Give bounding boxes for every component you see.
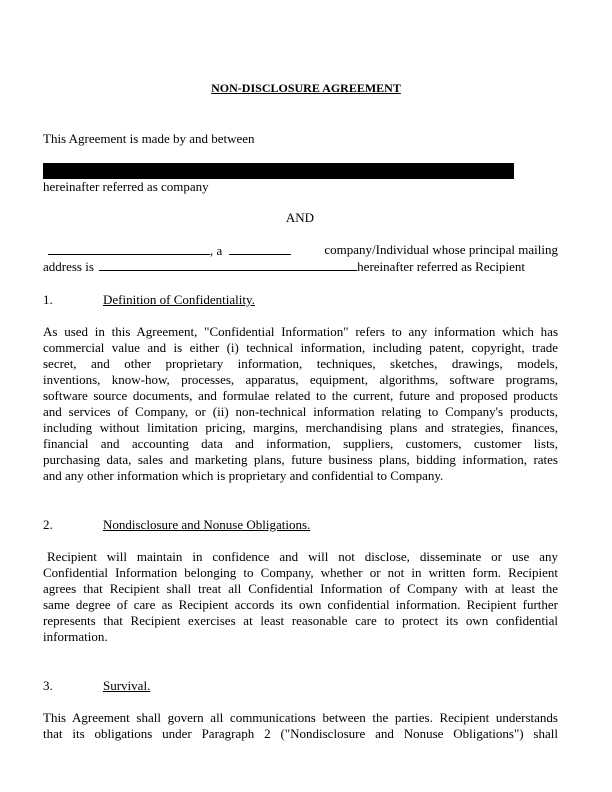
section-number: 3. [43, 678, 53, 693]
paragraph-line: and any other information which is proprietary and confidential to Company. [43, 468, 444, 483]
section-heading: Definition of Confidentiality. [103, 292, 255, 307]
address-blank[interactable] [99, 258, 357, 271]
paragraph-line: same degree of care as Recipient accords its own confidential information. Recipient further [43, 597, 558, 612]
paragraph-line: software source documents, and formulae related to the current, future and proposed products [43, 388, 558, 403]
recipient-reference: hereinafter referred as Recipient [357, 259, 525, 274]
recipient-name-blank[interactable] [48, 242, 210, 255]
paragraph-line: purchasing data, sales and marketing plans, future business plans, bidding information, rates [43, 452, 558, 467]
address-label: address is [43, 259, 94, 274]
paragraph-line: Confidential Information belonging to Company, whether or not in written form. Recipient [43, 565, 558, 580]
section-heading: Nondisclosure and Nonuse Obligations. [103, 517, 311, 532]
company-reference: hereinafter referred as company [43, 179, 209, 194]
paragraph-line: represents that Recipient exercises at least reasonable care to protect its own confidential [43, 613, 558, 628]
paragraph-line: financial and accounting data and information, suppliers, customers, customer lists, [43, 436, 558, 451]
recipient-type-text: company/Individual whose principal mailing [324, 242, 558, 257]
document-title: NON-DISCLOSURE AGREEMENT [211, 81, 401, 95]
paragraph-line: secret, and other proprietary information, techniques, sketches, drawings, models, [43, 356, 558, 371]
redacted-company-name [43, 163, 514, 179]
section-number: 1. [43, 292, 53, 307]
paragraph-line: agrees that Recipient shall treat all Confidential Information of Company with at least the [43, 581, 558, 596]
recipient-a-text: , a [210, 243, 223, 258]
paragraph-line: This Agreement shall govern all communications between the parties. Recipient understands [43, 710, 558, 725]
intro-text: This Agreement is made by and between [43, 131, 255, 146]
paragraph-line: and services of Company, or (ii) non-technical information relating to Company's products, [43, 404, 558, 419]
section-number: 2. [43, 517, 53, 532]
paragraph-line: that its obligations under Paragraph 2 ("Nondisclosure and Nonuse Obligations") shall [43, 726, 558, 741]
entity-type-blank[interactable] [229, 242, 291, 255]
recipient-line-1 [43, 242, 558, 258]
paragraph-line: including without limitation pricing, margins, merchandising plans and strategies, finances, [43, 420, 558, 435]
section-heading: Survival. [103, 678, 151, 693]
and-separator: AND [285, 210, 315, 225]
paragraph-line: Recipient will maintain in confidence and will not disclose, disseminate or use any [47, 549, 558, 564]
paragraph-line: information. [43, 629, 108, 644]
paragraph-line: commercial value and is either (i) technical information, including patent, copyright, trade [43, 340, 558, 355]
recipient-line-2 [43, 258, 558, 274]
paragraph-line: As used in this Agreement, "Confidential Information" refers to any information which has [43, 324, 558, 339]
paragraph-line: inventions, know-how, processes, apparatus, equipment, algorithms, software programs, [43, 372, 558, 387]
